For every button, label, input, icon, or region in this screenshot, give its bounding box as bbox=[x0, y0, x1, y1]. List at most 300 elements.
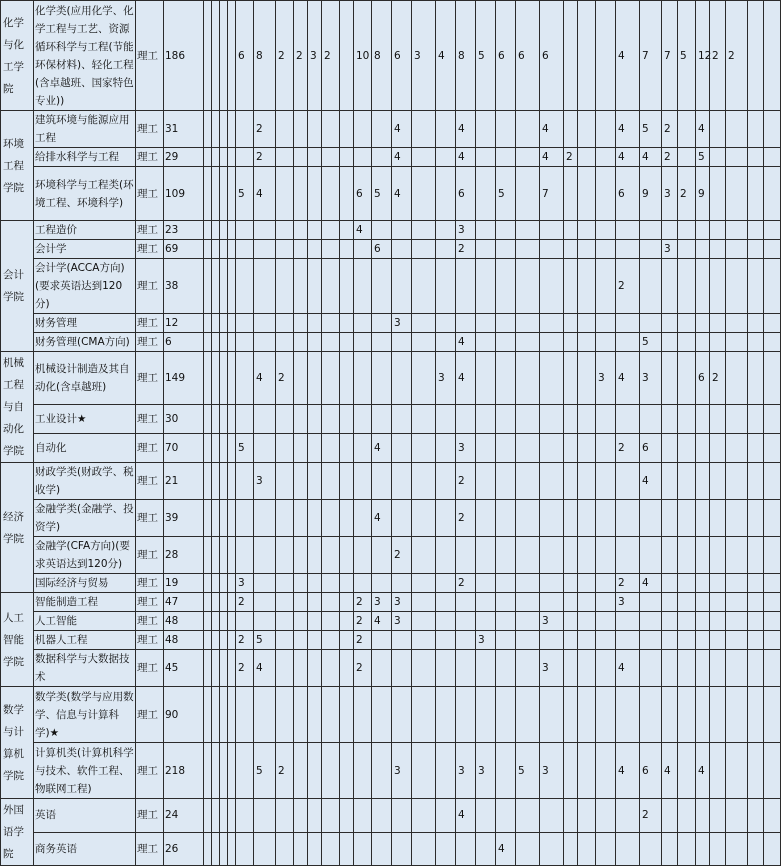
table-row bbox=[1, 537, 781, 574]
province-quota-cell: 5 bbox=[516, 743, 540, 799]
province-quota-cell bbox=[476, 500, 496, 537]
province-quota-cell: 2 bbox=[354, 612, 372, 631]
province-quota-cell bbox=[578, 743, 596, 799]
province-quota-cell bbox=[212, 352, 220, 405]
plan-total-cell: 109 bbox=[164, 167, 204, 221]
province-quota-cell bbox=[220, 687, 228, 743]
category-cell: 理工 bbox=[136, 537, 164, 574]
province-quota-cell: 3 bbox=[456, 743, 476, 799]
province-quota-cell: 4 bbox=[616, 743, 640, 799]
province-quota-cell bbox=[726, 314, 748, 333]
province-quota-cell: 4 bbox=[456, 352, 476, 405]
province-quota-cell bbox=[476, 221, 496, 240]
province-quota-cell bbox=[640, 314, 662, 333]
province-quota-cell bbox=[204, 240, 212, 259]
province-quota-cell bbox=[254, 612, 276, 631]
province-quota-cell bbox=[540, 537, 564, 574]
table-row bbox=[1, 1, 781, 111]
province-quota-cell bbox=[564, 832, 578, 866]
province-quota-cell bbox=[220, 240, 228, 259]
major-name-cell: 人工智能 bbox=[34, 612, 136, 631]
province-quota-cell bbox=[696, 612, 710, 631]
province-quota-cell bbox=[392, 574, 412, 593]
province-quota-cell bbox=[340, 148, 354, 167]
province-quota-cell bbox=[516, 650, 540, 687]
province-quota-cell bbox=[678, 333, 696, 352]
province-quota-cell bbox=[764, 500, 781, 537]
province-quota-cell bbox=[540, 832, 564, 866]
province-quota-cell: 4 bbox=[540, 148, 564, 167]
category-cell: 理工 bbox=[136, 463, 164, 500]
province-quota-cell: 2 bbox=[322, 1, 340, 111]
province-quota-cell bbox=[710, 593, 726, 612]
province-quota-cell bbox=[412, 240, 436, 259]
province-quota-cell: 6 bbox=[540, 1, 564, 111]
province-quota-cell bbox=[276, 593, 294, 612]
college-name-cell: 机械工程与自动化学院 bbox=[1, 352, 34, 463]
province-quota-cell bbox=[496, 352, 516, 405]
province-quota-cell bbox=[372, 574, 392, 593]
province-quota-cell bbox=[540, 240, 564, 259]
category-cell: 理工 bbox=[136, 167, 164, 221]
plan-total-cell: 12 bbox=[164, 314, 204, 333]
province-quota-cell bbox=[496, 650, 516, 687]
province-quota-cell bbox=[204, 333, 212, 352]
major-name-cell: 环境科学与工程类(环境工程、环境科学) bbox=[34, 167, 136, 221]
province-quota-cell bbox=[456, 259, 476, 314]
province-quota-cell bbox=[540, 333, 564, 352]
province-quota-cell bbox=[276, 500, 294, 537]
province-quota-cell bbox=[204, 463, 212, 500]
province-quota-cell bbox=[726, 537, 748, 574]
province-quota-cell bbox=[276, 314, 294, 333]
province-quota-cell bbox=[496, 687, 516, 743]
province-quota-cell bbox=[220, 333, 228, 352]
province-quota-cell: 2 bbox=[710, 1, 726, 111]
province-quota-cell bbox=[748, 743, 764, 799]
province-quota-cell bbox=[412, 148, 436, 167]
province-quota-cell: 4 bbox=[372, 434, 392, 463]
province-quota-cell bbox=[496, 148, 516, 167]
province-quota-cell bbox=[322, 221, 340, 240]
province-quota-cell bbox=[308, 500, 322, 537]
province-quota-cell bbox=[436, 743, 456, 799]
province-quota-cell bbox=[220, 259, 228, 314]
category-cell: 理工 bbox=[136, 500, 164, 537]
province-quota-cell bbox=[578, 240, 596, 259]
province-quota-cell bbox=[662, 832, 678, 866]
major-name-cell: 数学类(数学与应用数学、信息与计算科学)★ bbox=[34, 687, 136, 743]
plan-total-cell: 31 bbox=[164, 111, 204, 148]
province-quota-cell: 4 bbox=[540, 111, 564, 148]
province-quota-cell: 2 bbox=[678, 167, 696, 221]
province-quota-cell bbox=[640, 537, 662, 574]
province-quota-cell bbox=[696, 650, 710, 687]
province-quota-cell bbox=[456, 593, 476, 612]
province-quota-cell bbox=[516, 259, 540, 314]
province-quota-cell: 2 bbox=[294, 1, 308, 111]
college-name-cell: 人工智能学院 bbox=[1, 593, 34, 687]
province-quota-cell bbox=[578, 221, 596, 240]
province-quota-cell bbox=[748, 1, 764, 111]
province-quota-cell bbox=[748, 333, 764, 352]
plan-total-cell: 218 bbox=[164, 743, 204, 799]
province-quota-cell bbox=[308, 352, 322, 405]
category-cell: 理工 bbox=[136, 352, 164, 405]
province-quota-cell bbox=[212, 799, 220, 833]
province-quota-cell bbox=[596, 434, 616, 463]
province-quota-cell bbox=[276, 650, 294, 687]
province-quota-cell bbox=[496, 743, 516, 799]
province-quota-cell bbox=[496, 259, 516, 314]
province-quota-cell bbox=[564, 500, 578, 537]
province-quota-cell bbox=[236, 405, 254, 434]
province-quota-cell bbox=[412, 434, 436, 463]
province-quota-cell bbox=[276, 333, 294, 352]
province-quota-cell bbox=[596, 631, 616, 650]
province-quota-cell bbox=[710, 743, 726, 799]
province-quota-cell bbox=[436, 612, 456, 631]
province-quota-cell bbox=[476, 259, 496, 314]
province-quota-cell bbox=[212, 537, 220, 574]
province-quota-cell: 5 bbox=[496, 167, 516, 221]
province-quota-cell bbox=[254, 259, 276, 314]
province-quota-cell bbox=[710, 111, 726, 148]
province-quota-cell: 8 bbox=[372, 1, 392, 111]
province-quota-cell bbox=[678, 500, 696, 537]
province-quota-cell bbox=[436, 405, 456, 434]
province-quota-cell bbox=[212, 650, 220, 687]
province-quota-cell: 6 bbox=[616, 167, 640, 221]
province-quota-cell bbox=[372, 148, 392, 167]
province-quota-cell: 7 bbox=[640, 1, 662, 111]
province-quota-cell bbox=[616, 405, 640, 434]
province-quota-cell bbox=[564, 240, 578, 259]
province-quota-cell bbox=[596, 743, 616, 799]
table-row bbox=[1, 612, 781, 631]
province-quota-cell bbox=[540, 500, 564, 537]
province-quota-cell bbox=[212, 593, 220, 612]
province-quota-cell bbox=[564, 743, 578, 799]
province-quota-cell bbox=[322, 832, 340, 866]
province-quota-cell bbox=[696, 434, 710, 463]
province-quota-cell bbox=[710, 240, 726, 259]
province-quota-cell bbox=[764, 352, 781, 405]
plan-total-cell: 38 bbox=[164, 259, 204, 314]
plan-total-cell: 21 bbox=[164, 463, 204, 500]
province-quota-cell bbox=[616, 221, 640, 240]
province-quota-cell bbox=[220, 631, 228, 650]
table-row bbox=[1, 221, 781, 240]
province-quota-cell bbox=[294, 167, 308, 221]
province-quota-cell bbox=[412, 832, 436, 866]
province-quota-cell bbox=[640, 593, 662, 612]
province-quota-cell: 3 bbox=[540, 650, 564, 687]
province-quota-cell bbox=[710, 612, 726, 631]
province-quota-cell: 3 bbox=[476, 743, 496, 799]
province-quota-cell bbox=[436, 574, 456, 593]
province-quota-cell bbox=[220, 221, 228, 240]
province-quota-cell bbox=[516, 463, 540, 500]
province-quota-cell bbox=[254, 405, 276, 434]
province-quota-cell bbox=[476, 352, 496, 405]
province-quota-cell bbox=[710, 333, 726, 352]
province-quota-cell bbox=[710, 221, 726, 240]
province-quota-cell bbox=[596, 574, 616, 593]
province-quota-cell bbox=[710, 537, 726, 574]
province-quota-cell: 2 bbox=[616, 259, 640, 314]
province-quota-cell bbox=[308, 221, 322, 240]
province-quota-cell bbox=[726, 593, 748, 612]
province-quota-cell bbox=[678, 148, 696, 167]
province-quota-cell bbox=[354, 314, 372, 333]
province-quota-cell bbox=[516, 500, 540, 537]
province-quota-cell bbox=[476, 537, 496, 574]
province-quota-cell bbox=[696, 832, 710, 866]
province-quota-cell bbox=[616, 314, 640, 333]
province-quota-cell: 2 bbox=[236, 631, 254, 650]
province-quota-cell bbox=[578, 333, 596, 352]
province-quota-cell bbox=[372, 799, 392, 833]
province-quota-cell bbox=[476, 314, 496, 333]
province-quota-cell bbox=[322, 148, 340, 167]
province-quota-cell bbox=[412, 574, 436, 593]
province-quota-cell bbox=[340, 612, 354, 631]
province-quota-cell bbox=[640, 259, 662, 314]
province-quota-cell bbox=[412, 314, 436, 333]
province-quota-cell bbox=[678, 799, 696, 833]
province-quota-cell bbox=[392, 463, 412, 500]
province-quota-cell: 2 bbox=[710, 352, 726, 405]
province-quota-cell bbox=[748, 650, 764, 687]
province-quota-cell bbox=[228, 405, 236, 434]
province-quota-cell bbox=[392, 650, 412, 687]
plan-total-cell: 39 bbox=[164, 500, 204, 537]
province-quota-cell: 3 bbox=[476, 631, 496, 650]
province-quota-cell bbox=[372, 405, 392, 434]
province-quota-cell bbox=[516, 799, 540, 833]
category-cell: 理工 bbox=[136, 111, 164, 148]
province-quota-cell bbox=[354, 111, 372, 148]
province-quota-cell bbox=[308, 463, 322, 500]
province-quota-cell bbox=[640, 832, 662, 866]
province-quota-cell bbox=[578, 314, 596, 333]
province-quota-cell bbox=[496, 221, 516, 240]
province-quota-cell bbox=[678, 832, 696, 866]
province-quota-cell: 2 bbox=[564, 148, 578, 167]
province-quota-cell bbox=[476, 434, 496, 463]
province-quota-cell: 4 bbox=[436, 1, 456, 111]
province-quota-cell bbox=[228, 221, 236, 240]
province-quota-cell bbox=[254, 537, 276, 574]
province-quota-cell bbox=[678, 405, 696, 434]
province-quota-cell bbox=[220, 650, 228, 687]
province-quota-cell bbox=[236, 612, 254, 631]
province-quota-cell bbox=[340, 650, 354, 687]
province-quota-cell: 4 bbox=[254, 650, 276, 687]
province-quota-cell bbox=[412, 463, 436, 500]
province-quota-cell bbox=[678, 612, 696, 631]
province-quota-cell: 12 bbox=[696, 1, 710, 111]
province-quota-cell bbox=[392, 631, 412, 650]
province-quota-cell bbox=[322, 111, 340, 148]
province-quota-cell bbox=[696, 333, 710, 352]
province-quota-cell bbox=[276, 259, 294, 314]
province-quota-cell bbox=[254, 434, 276, 463]
province-quota-cell bbox=[294, 574, 308, 593]
province-quota-cell bbox=[340, 259, 354, 314]
province-quota-cell bbox=[228, 500, 236, 537]
province-quota-cell bbox=[354, 799, 372, 833]
province-quota-cell bbox=[228, 593, 236, 612]
province-quota-cell: 3 bbox=[456, 434, 476, 463]
province-quota-cell bbox=[764, 221, 781, 240]
province-quota-cell bbox=[640, 687, 662, 743]
province-quota-cell bbox=[476, 463, 496, 500]
province-quota-cell bbox=[354, 574, 372, 593]
province-quota-cell bbox=[596, 259, 616, 314]
province-quota-cell bbox=[212, 333, 220, 352]
province-quota-cell bbox=[322, 463, 340, 500]
province-quota-cell bbox=[564, 167, 578, 221]
province-quota-cell bbox=[710, 832, 726, 866]
province-quota-cell bbox=[436, 650, 456, 687]
province-quota-cell: 4 bbox=[616, 148, 640, 167]
province-quota-cell: 4 bbox=[392, 111, 412, 148]
province-quota-cell bbox=[710, 574, 726, 593]
province-quota-cell bbox=[236, 314, 254, 333]
province-quota-cell bbox=[678, 352, 696, 405]
province-quota-cell bbox=[496, 799, 516, 833]
province-quota-cell bbox=[212, 500, 220, 537]
province-quota-cell bbox=[236, 352, 254, 405]
province-quota-cell bbox=[276, 832, 294, 866]
province-quota-cell: 9 bbox=[696, 167, 710, 221]
province-quota-cell bbox=[322, 650, 340, 687]
province-quota-cell bbox=[354, 743, 372, 799]
table-row bbox=[1, 333, 781, 352]
province-quota-cell bbox=[340, 352, 354, 405]
province-quota-cell bbox=[516, 593, 540, 612]
province-quota-cell bbox=[564, 111, 578, 148]
province-quota-cell: 2 bbox=[276, 743, 294, 799]
province-quota-cell bbox=[276, 240, 294, 259]
college-name-cell: 环境工程学院 bbox=[1, 111, 34, 221]
province-quota-cell bbox=[308, 631, 322, 650]
province-quota-cell bbox=[726, 167, 748, 221]
province-quota-cell bbox=[564, 463, 578, 500]
province-quota-cell: 7 bbox=[540, 167, 564, 221]
major-name-cell: 商务英语 bbox=[34, 832, 136, 866]
province-quota-cell bbox=[476, 687, 496, 743]
province-quota-cell: 4 bbox=[496, 832, 516, 866]
province-quota-cell bbox=[710, 687, 726, 743]
province-quota-cell bbox=[412, 352, 436, 405]
province-quota-cell bbox=[616, 333, 640, 352]
province-quota-cell bbox=[412, 650, 436, 687]
province-quota-cell bbox=[496, 463, 516, 500]
province-quota-cell: 2 bbox=[616, 434, 640, 463]
province-quota-cell bbox=[516, 405, 540, 434]
province-quota-cell bbox=[392, 259, 412, 314]
province-quota-cell: 2 bbox=[236, 650, 254, 687]
plan-total-cell: 69 bbox=[164, 240, 204, 259]
province-quota-cell bbox=[212, 463, 220, 500]
table-row bbox=[1, 434, 781, 463]
province-quota-cell bbox=[540, 631, 564, 650]
province-quota-cell: 4 bbox=[696, 111, 710, 148]
province-quota-cell bbox=[228, 240, 236, 259]
province-quota-cell bbox=[516, 221, 540, 240]
table-row bbox=[1, 352, 781, 405]
province-quota-cell: 6 bbox=[236, 1, 254, 111]
province-quota-cell bbox=[516, 574, 540, 593]
province-quota-cell: 2 bbox=[254, 111, 276, 148]
province-quota-cell bbox=[276, 221, 294, 240]
province-quota-cell bbox=[764, 167, 781, 221]
province-quota-cell bbox=[726, 631, 748, 650]
province-quota-cell bbox=[372, 352, 392, 405]
province-quota-cell bbox=[726, 240, 748, 259]
province-quota-cell: 2 bbox=[662, 148, 678, 167]
province-quota-cell: 4 bbox=[392, 148, 412, 167]
province-quota-cell bbox=[294, 240, 308, 259]
province-quota-cell bbox=[436, 333, 456, 352]
province-quota-cell bbox=[678, 240, 696, 259]
province-quota-cell bbox=[412, 593, 436, 612]
province-quota-cell bbox=[436, 832, 456, 866]
province-quota-cell bbox=[496, 537, 516, 574]
province-quota-cell bbox=[678, 463, 696, 500]
province-quota-cell bbox=[710, 434, 726, 463]
province-quota-cell bbox=[308, 612, 322, 631]
province-quota-cell bbox=[596, 1, 616, 111]
province-quota-cell bbox=[294, 593, 308, 612]
province-quota-cell bbox=[596, 687, 616, 743]
province-quota-cell bbox=[578, 148, 596, 167]
province-quota-cell bbox=[412, 221, 436, 240]
college-name-cell: 会计学院 bbox=[1, 221, 34, 352]
province-quota-cell bbox=[372, 650, 392, 687]
province-quota-cell bbox=[748, 612, 764, 631]
province-quota-cell: 2 bbox=[456, 574, 476, 593]
province-quota-cell bbox=[294, 650, 308, 687]
province-quota-cell bbox=[764, 1, 781, 111]
province-quota-cell: 5 bbox=[640, 111, 662, 148]
province-quota-cell bbox=[294, 463, 308, 500]
plan-total-cell: 149 bbox=[164, 352, 204, 405]
province-quota-cell bbox=[696, 799, 710, 833]
province-quota-cell bbox=[220, 612, 228, 631]
province-quota-cell bbox=[392, 352, 412, 405]
province-quota-cell bbox=[476, 148, 496, 167]
province-quota-cell bbox=[640, 405, 662, 434]
province-quota-cell bbox=[662, 574, 678, 593]
province-quota-cell bbox=[392, 405, 412, 434]
province-quota-cell bbox=[220, 500, 228, 537]
province-quota-cell: 5 bbox=[236, 167, 254, 221]
province-quota-cell bbox=[516, 832, 540, 866]
province-quota-cell: 3 bbox=[436, 352, 456, 405]
province-quota-cell bbox=[564, 314, 578, 333]
province-quota-cell: 4 bbox=[640, 574, 662, 593]
province-quota-cell bbox=[204, 352, 212, 405]
category-cell: 理工 bbox=[136, 687, 164, 743]
province-quota-cell bbox=[678, 743, 696, 799]
province-quota-cell: 8 bbox=[254, 1, 276, 111]
province-quota-cell bbox=[204, 799, 212, 833]
province-quota-cell bbox=[436, 434, 456, 463]
